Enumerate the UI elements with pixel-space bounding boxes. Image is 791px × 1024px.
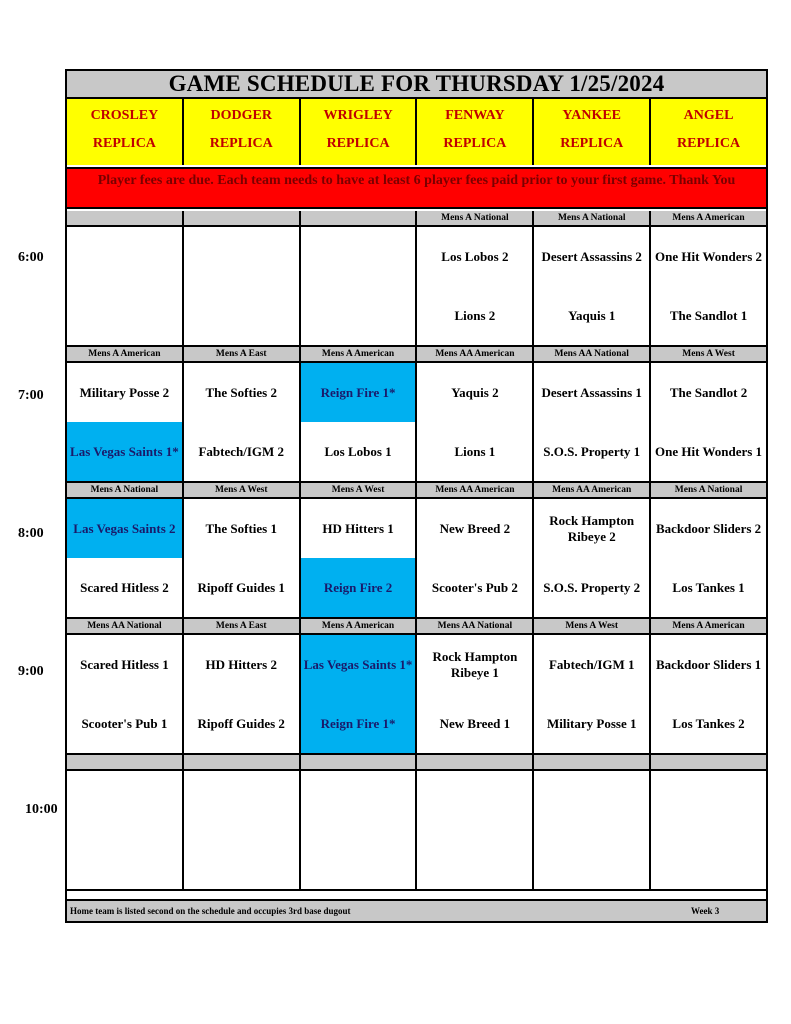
game-cell (184, 771, 301, 889)
field-sub: REPLICA (677, 136, 741, 151)
away-team: Yaquis 2 (451, 384, 499, 400)
game-cell (67, 499, 184, 617)
game-cell (184, 227, 301, 345)
field-header (417, 99, 534, 165)
away-team (301, 227, 416, 286)
division-label (534, 755, 651, 769)
game-cell (301, 771, 418, 889)
away-team (534, 771, 649, 830)
away-team: The Softies 1 (205, 520, 277, 536)
away-team: Las Vegas Saints 2 (67, 499, 182, 558)
division-label: Mens A West (534, 619, 651, 633)
game-cell (417, 363, 534, 481)
home-team (67, 830, 182, 889)
away-team: New Breed 2 (439, 520, 511, 536)
away-team: Backdoor Sliders 2 (655, 520, 762, 536)
game-cell (301, 499, 418, 617)
division-label: Mens AA National (534, 347, 651, 361)
time-label-7: 7:00 (18, 388, 44, 403)
home-team (301, 286, 416, 345)
division-label: Mens A National (417, 211, 534, 225)
away-team: Scared Hitless 1 (80, 656, 169, 672)
division-label (67, 211, 184, 225)
division-label: Mens AA National (417, 619, 534, 633)
game-cell (67, 363, 184, 481)
time-label-8: 8:00 (18, 526, 44, 541)
away-team: HD Hitters 2 (205, 656, 277, 672)
home-team: New Breed 1 (439, 715, 511, 731)
division-label: Mens A National (674, 485, 743, 495)
home-team: One Hit Wonders 1 (655, 443, 763, 459)
field-header (651, 99, 766, 165)
game-cell (417, 771, 534, 889)
home-team: Scooter's Pub 1 (81, 715, 168, 731)
game-cell (301, 227, 418, 345)
away-team: Desert Assassins 1 (541, 384, 642, 400)
away-team (417, 771, 532, 830)
field-sub: REPLICA (560, 136, 624, 151)
time-slot-row (67, 363, 766, 483)
page-title: GAME SCHEDULE FOR THURSDAY 1/25/2024 (67, 71, 766, 99)
away-team: Rock Hampton Ribeye 2 (549, 512, 635, 544)
home-team: Los Tankes 1 (672, 579, 745, 595)
time-label-10: 10:00 (25, 802, 58, 817)
game-cell (67, 635, 184, 753)
time-label-6: 6:00 (18, 250, 44, 265)
division-label: Mens A American (672, 621, 745, 631)
field-name: FENWAY (445, 108, 505, 123)
footer-note: Home team is listed second on the schedule and occupies 3rd base dugout (70, 906, 351, 916)
game-cell (184, 499, 301, 617)
home-team: Los Lobos 1 (324, 443, 392, 459)
game-cell (534, 227, 651, 345)
away-team: Backdoor Sliders 1 (655, 656, 762, 672)
field-name: CROSLEY (90, 108, 159, 123)
away-team: Military Posse 2 (79, 384, 170, 400)
home-team: Fabtech/IGM 2 (198, 443, 285, 459)
home-team: Ripoff Guides 1 (197, 579, 285, 595)
game-cell (184, 363, 301, 481)
game-cell (651, 635, 766, 753)
home-team: Lions 2 (454, 307, 496, 323)
division-row (67, 755, 766, 771)
home-team (184, 286, 299, 345)
game-cell (301, 635, 418, 753)
division-label: Mens AA American (417, 347, 534, 361)
game-cell (534, 363, 651, 481)
home-team (651, 830, 766, 889)
schedule-grid (67, 211, 766, 891)
time-slot-row (67, 635, 766, 755)
fee-notice-banner: Player fees are due. Each team needs to have at least 6 player fees paid prior to your first game. Thank You (67, 167, 766, 209)
away-team: HD Hitters 1 (322, 520, 394, 536)
week-label: Week 3 (691, 906, 720, 916)
home-team: Reign Fire 2 (301, 558, 416, 617)
game-cell (534, 499, 651, 617)
division-label: Mens A American (67, 347, 184, 361)
field-header (534, 99, 651, 165)
game-cell (301, 363, 418, 481)
division-label: Mens A American (301, 619, 418, 633)
field-sub: REPLICA (92, 136, 156, 151)
game-cell (417, 227, 534, 345)
home-team: Yaquis 1 (568, 307, 616, 323)
field-sub: REPLICA (326, 136, 390, 151)
division-label (301, 211, 418, 225)
game-cell (417, 635, 534, 753)
division-label: Mens A West (682, 349, 735, 359)
away-team: Los Lobos 2 (441, 248, 509, 264)
division-label (184, 755, 301, 769)
home-team: Scared Hitless 2 (80, 579, 169, 595)
division-label: Mens A National (534, 211, 651, 225)
away-team: Desert Assassins 2 (541, 248, 642, 264)
division-label (184, 211, 301, 225)
game-cell (534, 771, 651, 889)
home-team: S.O.S. Property 2 (543, 579, 641, 595)
time-slot-row (67, 499, 766, 619)
game-cell (67, 227, 184, 345)
field-header (184, 99, 301, 165)
home-team: Ripoff Guides 2 (197, 715, 285, 731)
game-cell (651, 363, 766, 481)
division-row (67, 347, 766, 363)
division-label: Mens AA American (417, 483, 534, 497)
field-name: WRIGLEY (323, 108, 393, 123)
field-name: ANGEL (683, 108, 734, 123)
division-label (651, 755, 766, 769)
game-cell (417, 499, 534, 617)
away-team: One Hit Wonders 2 (655, 248, 763, 264)
division-row (67, 483, 766, 499)
division-label (67, 755, 184, 769)
away-team: Fabtech/IGM 1 (548, 656, 635, 672)
game-cell (534, 635, 651, 753)
game-cell (67, 771, 184, 889)
division-label: Mens A East (184, 347, 301, 361)
away-team: Rock Hampton Ribeye 1 (432, 648, 518, 680)
field-name: DODGER (210, 108, 272, 123)
game-cell (651, 499, 766, 617)
home-team: Reign Fire 1* (301, 694, 416, 753)
away-team: The Sandlot 2 (669, 384, 748, 400)
home-team: Lions 1 (454, 443, 496, 459)
time-label-9: 9:00 (18, 664, 44, 679)
division-label (417, 755, 534, 769)
division-label: Mens AA American (534, 483, 651, 497)
home-team: S.O.S. Property 1 (543, 443, 641, 459)
division-label: Mens A American (301, 347, 418, 361)
game-cell (184, 635, 301, 753)
home-team: Scooter's Pub 2 (431, 579, 518, 595)
away-team (184, 771, 299, 830)
time-slot-row (67, 227, 766, 347)
division-label: Mens A American (672, 213, 745, 223)
home-team (184, 830, 299, 889)
away-team (184, 227, 299, 286)
field-sub: REPLICA (209, 136, 273, 151)
home-team: The Sandlot 1 (669, 307, 748, 323)
game-cell (651, 771, 766, 889)
home-team: Las Vegas Saints 1* (67, 422, 182, 481)
away-team (67, 771, 182, 830)
time-slot-row (67, 771, 766, 891)
away-team (67, 227, 182, 286)
home-team (534, 830, 649, 889)
field-header-row (67, 99, 766, 165)
home-team (417, 830, 532, 889)
home-team (67, 286, 182, 345)
game-cell (651, 227, 766, 345)
home-team: Military Posse 1 (546, 715, 637, 731)
division-label: Mens A West (301, 483, 418, 497)
division-label: Mens AA National (67, 619, 184, 633)
field-sub: REPLICA (443, 136, 507, 151)
footer-bar (67, 899, 766, 921)
field-header (301, 99, 418, 165)
away-team: The Softies 2 (205, 384, 277, 400)
away-team (651, 771, 766, 830)
home-team (301, 830, 416, 889)
field-name: YANKEE (562, 108, 622, 123)
division-label: Mens A West (184, 483, 301, 497)
division-row (67, 619, 766, 635)
division-row (67, 211, 766, 227)
home-team: Los Tankes 2 (672, 715, 745, 731)
division-label (301, 755, 418, 769)
division-label: Mens A National (67, 483, 184, 497)
schedule-sheet (65, 69, 768, 923)
field-header (67, 99, 184, 165)
away-team: Las Vegas Saints 1* (301, 635, 416, 694)
division-label: Mens A East (184, 619, 301, 633)
away-team: Reign Fire 1* (301, 363, 416, 422)
away-team (301, 771, 416, 830)
